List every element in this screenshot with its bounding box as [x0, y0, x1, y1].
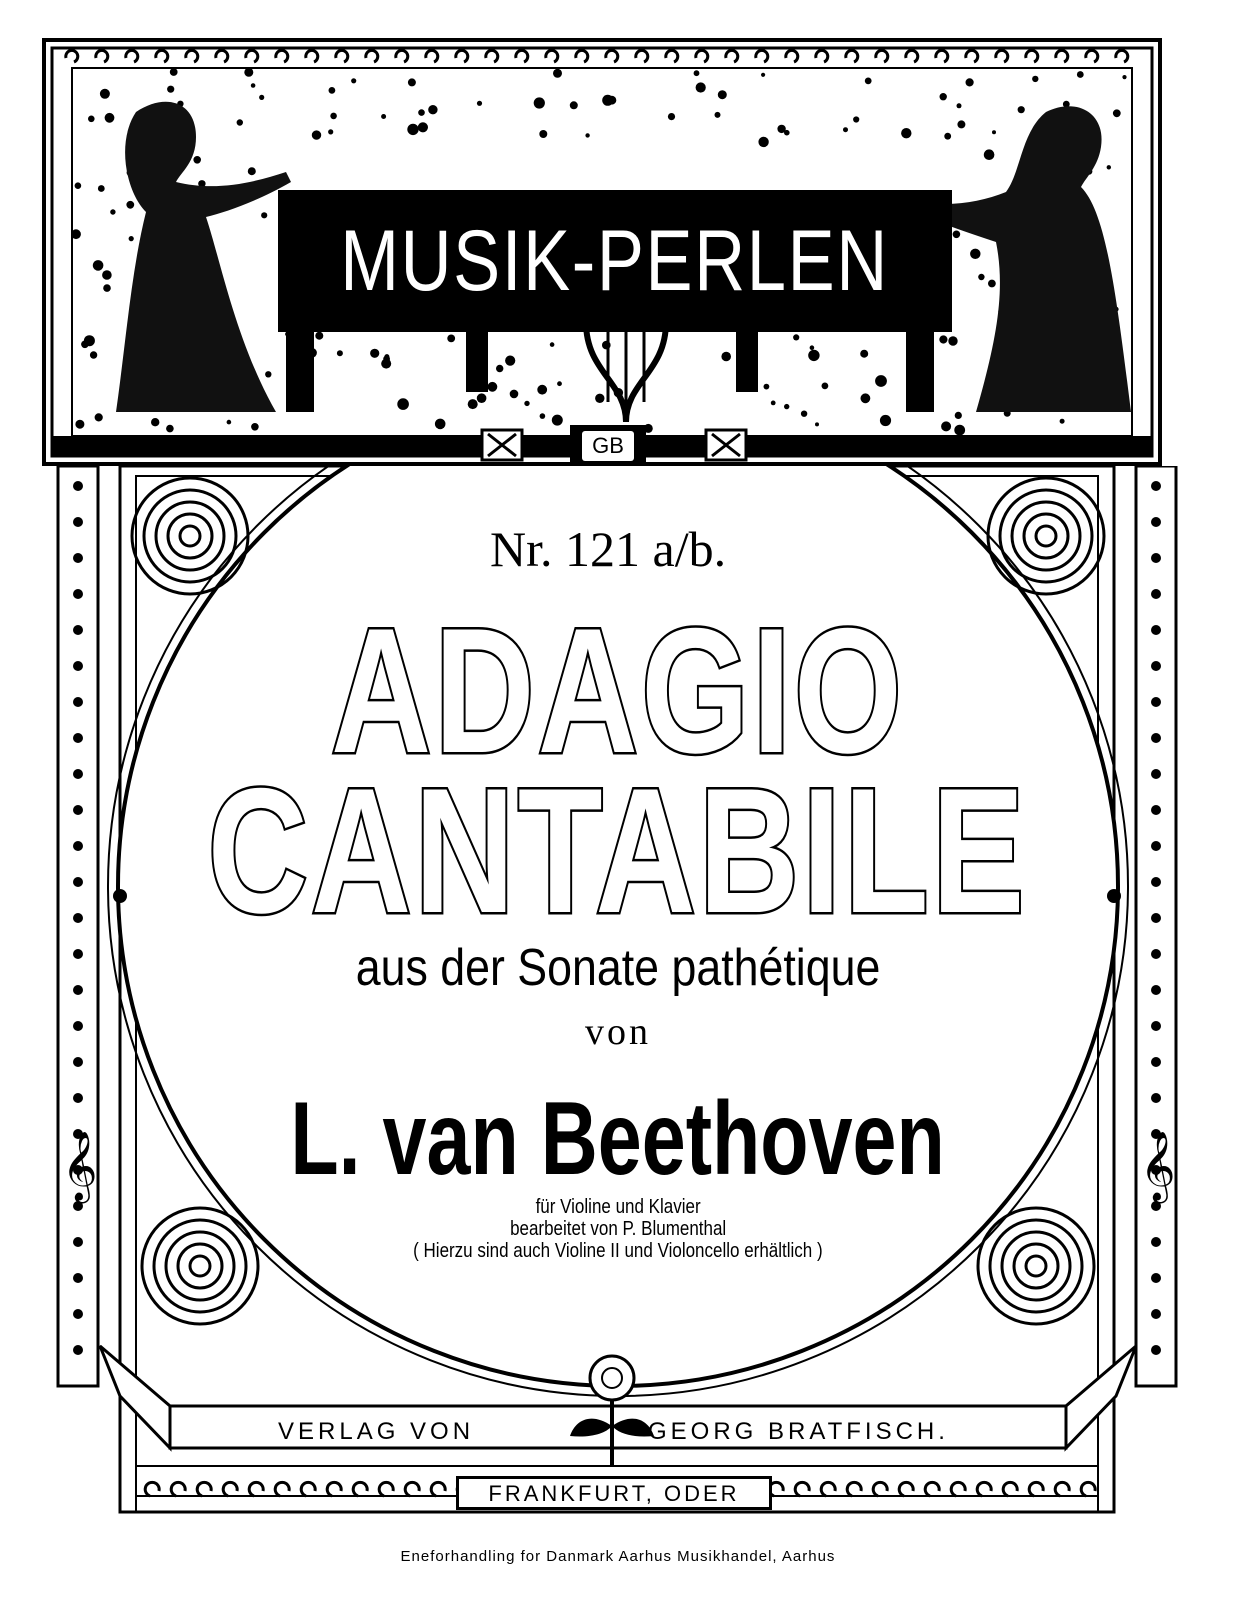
leaf-dot — [328, 129, 333, 134]
wave-scroll — [756, 50, 768, 62]
leaf-dot — [988, 280, 996, 288]
scroll-ring — [1000, 490, 1092, 582]
leaf-dot — [1060, 419, 1065, 424]
leaf-dot — [477, 101, 482, 106]
wave-scroll — [275, 1482, 289, 1496]
leaf-dot — [151, 418, 159, 426]
leaf-dot — [901, 128, 911, 138]
wave-scroll — [336, 50, 348, 62]
wave-scroll — [366, 50, 378, 62]
leaf-dot — [957, 120, 965, 128]
wave-scroll — [516, 50, 528, 62]
leaf-dot — [585, 133, 589, 137]
wave-scroll — [821, 1482, 835, 1496]
publisher-monogram — [570, 425, 646, 467]
leaf-dot — [71, 229, 81, 239]
wave-scroll — [145, 1482, 159, 1496]
composer-name-text: L. van Beethoven — [290, 1081, 946, 1197]
leaf-dot — [1122, 75, 1126, 79]
leaf-dot — [966, 78, 974, 86]
wave-scroll — [1003, 1482, 1017, 1496]
wave-scroll — [379, 1482, 393, 1496]
wave-scroll — [786, 50, 798, 62]
availability-note-text: ( Hierzu sind auch Violine II und Violoncello erhältlich ) — [413, 1240, 823, 1262]
scroll-ring — [1036, 526, 1056, 546]
wave-scroll — [126, 50, 138, 62]
leaf-dot — [477, 393, 487, 403]
bead — [73, 553, 83, 563]
leaf-dot — [105, 113, 115, 123]
wave-scroll — [966, 50, 978, 62]
leaf-dot — [540, 413, 546, 419]
wave-scroll — [426, 50, 438, 62]
leaf-dot — [984, 149, 995, 160]
bead — [1151, 553, 1161, 563]
leaf-dot — [793, 334, 799, 340]
leaf-dot — [539, 130, 547, 138]
leaf-dot — [815, 422, 819, 426]
leaf-dot — [75, 182, 82, 189]
leaf-dot — [408, 78, 416, 86]
leaf-dot — [550, 342, 555, 347]
leaf-dot — [193, 156, 201, 164]
wave-scroll — [405, 1482, 419, 1496]
wave-scroll — [846, 50, 858, 62]
composer-name — [0, 1080, 1236, 1199]
bead — [73, 481, 83, 491]
wave-scroll — [353, 1482, 367, 1496]
wave-scroll — [1055, 1482, 1069, 1496]
leaf-dot — [170, 68, 178, 76]
leaf-dot — [784, 130, 790, 136]
leaf-dot — [718, 90, 727, 99]
leaf-dot — [351, 78, 356, 83]
leaf-dot — [129, 236, 134, 241]
bead — [1151, 1309, 1161, 1319]
scroll-ring — [1024, 514, 1068, 558]
bead — [73, 1345, 83, 1355]
leaf-dot — [227, 420, 232, 425]
leaf-dot — [771, 401, 776, 406]
scroll-ring — [988, 478, 1104, 594]
wave-scroll — [1056, 50, 1068, 62]
wave-scroll — [576, 50, 588, 62]
arranger — [0, 1218, 1236, 1241]
wave-scroll — [486, 50, 498, 62]
title-line-2 — [0, 748, 1236, 953]
leaf-dot — [822, 383, 829, 390]
wave-scroll — [431, 1482, 445, 1496]
wave-scroll — [456, 50, 468, 62]
leaf-dot — [98, 185, 105, 192]
wave-scroll — [996, 50, 1008, 62]
leaf-dot — [808, 350, 819, 361]
leaf-dot — [468, 399, 478, 409]
leaf-dot — [957, 103, 962, 108]
leaf-dot — [261, 212, 267, 218]
wave-scroll — [977, 1482, 991, 1496]
leaf-dot — [312, 130, 321, 139]
leaf-dot — [944, 133, 951, 140]
wave-scroll — [1026, 50, 1038, 62]
leaf-dot — [557, 381, 562, 386]
bead — [1151, 1273, 1161, 1283]
leaf-dot — [447, 335, 455, 343]
leaf-dot — [510, 390, 519, 399]
wave-scroll — [171, 1482, 185, 1496]
leaf-dot — [595, 394, 604, 403]
wave-scroll — [726, 50, 738, 62]
leaf-dot — [505, 356, 515, 366]
leaf-dot — [970, 249, 980, 259]
leaf-dot — [100, 89, 110, 99]
subtitle-text: aus der Sonate pathétique — [355, 939, 881, 997]
wave-scroll — [951, 1482, 965, 1496]
wave-scroll — [899, 1482, 913, 1496]
wave-scroll — [156, 50, 168, 62]
leaf-dot — [126, 201, 134, 209]
svg-text:𝄞: 𝄞 — [1140, 1131, 1176, 1201]
wave-scroll — [216, 50, 228, 62]
wave-scroll — [276, 50, 288, 62]
arranger-text: bearbeitet von P. Blumenthal — [509, 1218, 727, 1240]
scroll-ring — [180, 526, 200, 546]
bead — [73, 1057, 83, 1067]
leaf-dot — [237, 119, 243, 125]
leaf-dot — [537, 385, 547, 395]
instrumentation — [0, 1196, 1236, 1219]
bead — [1151, 481, 1161, 491]
leaf-dot — [428, 105, 437, 114]
leaf-dot — [244, 68, 253, 77]
leaf-dot — [407, 124, 418, 135]
wave-scroll — [546, 50, 558, 62]
scroll-ring — [1012, 502, 1080, 570]
leaf-dot — [84, 335, 95, 346]
leaf-dot — [875, 375, 887, 387]
leaf-dot — [90, 351, 97, 358]
leaf-dot — [1113, 109, 1121, 117]
scroll-ring — [156, 502, 224, 570]
leaf-dot — [570, 101, 578, 109]
series-title-plate — [278, 190, 952, 332]
leaf-dot — [784, 404, 789, 409]
leaf-dot — [941, 421, 951, 431]
wave-scroll — [66, 50, 78, 62]
leaf-dot — [103, 284, 111, 292]
wave-scroll — [96, 50, 108, 62]
leaf-dot — [488, 382, 498, 392]
header-illustration — [42, 38, 1162, 466]
leaf-dot — [978, 274, 984, 280]
subtitle — [0, 938, 1236, 998]
leaf-dot — [721, 352, 731, 362]
leaf-dot — [860, 350, 868, 358]
wave-scroll — [301, 1482, 315, 1496]
leaf-dot — [865, 78, 872, 85]
leaf-dot — [259, 95, 264, 100]
leaf-dot — [764, 384, 770, 390]
wave-scroll — [696, 50, 708, 62]
leaf-dot — [88, 116, 95, 123]
by-word: von — [585, 1011, 651, 1053]
wave-scroll — [396, 50, 408, 62]
leaf-dot — [435, 419, 446, 430]
distributor-note: Eneforhandling for Danmark Aarhus Musikhandel, Aarhus — [400, 1548, 836, 1565]
wave-scroll — [197, 1482, 211, 1496]
leaf-dot — [1107, 165, 1111, 169]
leaf-dot — [552, 415, 563, 426]
leaf-dot — [418, 109, 425, 116]
leaf-dot — [853, 116, 859, 122]
instrumentation-text: für Violine und Klavier — [535, 1196, 701, 1218]
leaf-dot — [251, 423, 259, 431]
leaf-dot — [954, 425, 965, 436]
leaf-dot — [694, 70, 700, 76]
scroll-ring — [144, 490, 236, 582]
bead — [1151, 1345, 1161, 1355]
series-title: MUSIK-PERLEN — [340, 212, 890, 309]
availability-note — [0, 1240, 1236, 1263]
scroll-ring — [132, 478, 248, 594]
leaf-dot — [251, 83, 256, 88]
leaf-dot — [953, 231, 961, 239]
violinist-figure — [116, 102, 291, 412]
leaf-dot — [553, 69, 562, 78]
leaf-dot — [948, 336, 957, 345]
leaf-dot — [715, 112, 721, 118]
publisher-city: FRANKFURT, ODER — [456, 1476, 772, 1510]
leaf-dot — [397, 398, 409, 410]
leaf-dot — [608, 96, 617, 105]
catalog-number: Nr. 121 a/b. — [490, 521, 727, 577]
leaf-dot — [110, 209, 115, 214]
leaf-dot — [337, 350, 343, 356]
leaf-dot — [696, 82, 706, 92]
bead — [73, 517, 83, 527]
leaf-dot — [861, 393, 871, 403]
wave-scroll — [186, 50, 198, 62]
wave-scroll — [1029, 1482, 1043, 1496]
wave-scroll — [246, 50, 258, 62]
leaf-dot — [524, 401, 529, 406]
leaf-dot — [810, 345, 815, 350]
leaf-dot — [370, 349, 379, 358]
leaf-dot — [940, 93, 947, 100]
svg-text:𝄞: 𝄞 — [62, 1131, 98, 1201]
bead — [73, 1309, 83, 1319]
leaf-dot — [1077, 71, 1084, 78]
leaf-dot — [1018, 106, 1025, 113]
title-line-1-text: ADAGIO — [330, 591, 906, 790]
leaf-dot — [75, 420, 84, 429]
publisher-label: VERLAG VON — [278, 1418, 475, 1445]
leaf-dot — [315, 332, 323, 340]
wave-scroll — [795, 1482, 809, 1496]
wave-scroll — [925, 1482, 939, 1496]
wave-scroll — [327, 1482, 341, 1496]
leaf-dot — [166, 425, 174, 433]
wave-scroll — [666, 50, 678, 62]
wave-scroll — [816, 50, 828, 62]
leaf-dot — [381, 359, 391, 369]
bead — [73, 1273, 83, 1283]
leaf-dot — [992, 130, 996, 134]
wave-scroll — [606, 50, 618, 62]
monogram-text: GB — [582, 431, 634, 461]
bead — [1151, 1057, 1161, 1067]
leaf-dot — [95, 413, 103, 421]
leaf-dot — [668, 113, 675, 120]
wave-scroll — [249, 1482, 263, 1496]
wave-scroll — [1116, 50, 1128, 62]
leaf-dot — [761, 73, 765, 77]
leaf-dot — [265, 371, 271, 377]
leaf-dot — [843, 127, 848, 132]
leaf-dot — [1032, 76, 1038, 82]
wave-scroll — [306, 50, 318, 62]
wave-scroll — [847, 1482, 861, 1496]
bead — [1151, 517, 1161, 527]
leaf-dot — [102, 270, 112, 280]
wave-scroll — [906, 50, 918, 62]
scroll-ring — [168, 514, 212, 558]
wave-scroll — [873, 1482, 887, 1496]
leaf-dot — [880, 415, 891, 426]
leaf-dot — [329, 87, 336, 94]
title-line-2-text: CANTABILE — [208, 751, 1028, 950]
leaf-dot — [248, 167, 256, 175]
wave-scroll — [936, 50, 948, 62]
leaf-dot — [381, 114, 386, 119]
leaf-dot — [330, 113, 337, 120]
leaf-dot — [418, 122, 428, 132]
publisher-name: GEORG BRATFISCH. — [648, 1418, 949, 1445]
leaf-dot — [758, 137, 768, 147]
wave-scroll — [636, 50, 648, 62]
wave-scroll — [223, 1482, 237, 1496]
wave-scroll — [1081, 1482, 1095, 1496]
leaf-dot — [801, 411, 807, 417]
wave-scroll — [876, 50, 888, 62]
leaf-dot — [534, 97, 545, 108]
leaf-dot — [167, 86, 174, 93]
leaf-dot — [496, 365, 503, 372]
leaf-dot — [93, 260, 104, 271]
wave-scroll — [1086, 50, 1098, 62]
leaf-dot — [955, 412, 962, 419]
leaf-dot — [939, 335, 947, 343]
